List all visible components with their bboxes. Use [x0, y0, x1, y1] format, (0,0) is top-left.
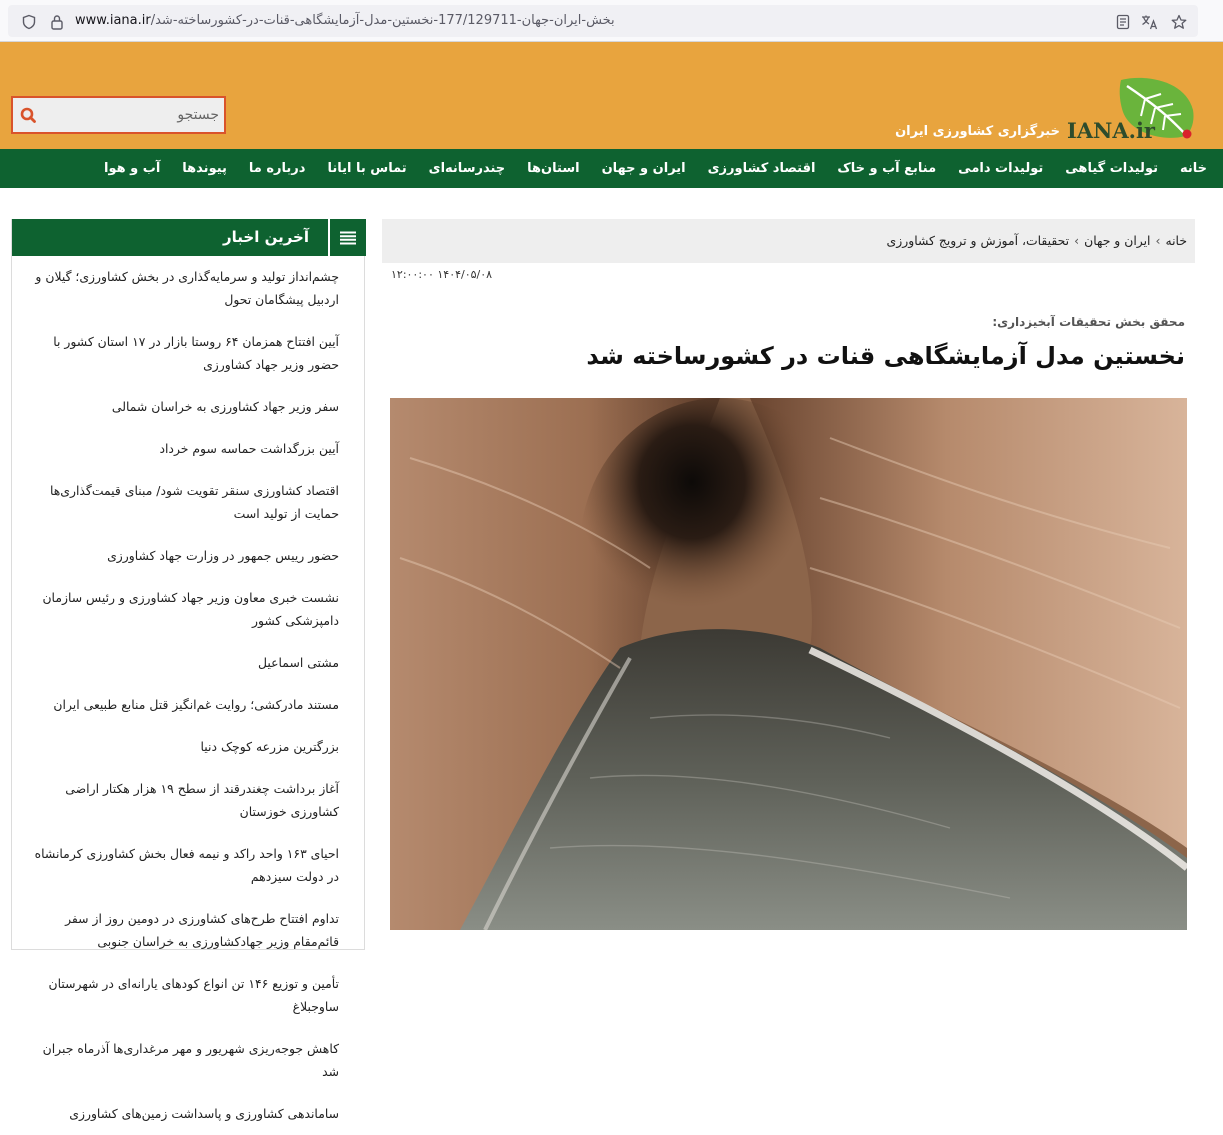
news-item[interactable]: اقتصاد کشاورزی سنقر تقویت شود/ مبنای قیمت‌گذاری‌ها حمایت از تولید است — [49, 483, 339, 521]
news-item[interactable]: تداوم افتتاح طرح‌های کشاورزی در دومین روز از سفر قائم‌مقام وزیر جهادکشاورزی به خراسان جنوبی — [65, 911, 339, 949]
lock-icon[interactable] — [48, 13, 66, 31]
nav-item[interactable]: درباره ما — [248, 161, 306, 176]
bookmark-star-icon[interactable] — [1170, 13, 1188, 31]
nav-item[interactable]: منابع آب و خاک — [837, 161, 937, 176]
news-item[interactable]: ساماندهی کشاورزی و پاسداشت زمین‌های کشاورزی — [69, 1106, 339, 1121]
news-item[interactable]: آیین بزرگداشت حماسه سوم خرداد — [159, 441, 339, 456]
url-text: www.iana.ir/بخش-ایران-جهان-177/129711-نخستین-مدل-آزمایشگاهی-قنات-در-کشورساخته-شد — [75, 13, 615, 28]
nav-item[interactable]: تولیدات دامی — [958, 161, 1044, 176]
search-box — [11, 96, 226, 134]
nav-item[interactable]: تولیدات گیاهی — [1065, 161, 1158, 176]
main-nav — [0, 149, 1223, 188]
news-item[interactable]: نشست خبری معاون وزیر جهاد کشاورزی و رئیس سازمان دامپزشکی کشور — [42, 590, 339, 628]
nav-item[interactable]: خانه — [1179, 161, 1207, 176]
search-input[interactable] — [45, 103, 219, 127]
sidebar-title: آخرین اخبار — [223, 228, 309, 246]
translate-icon[interactable] — [1141, 13, 1159, 31]
address-bar[interactable] — [8, 5, 1198, 37]
article-hero-image — [390, 398, 1187, 930]
news-item[interactable]: چشم‌انداز تولید و سرمایه‌گذاری در بخش کشاورزی؛ گیلان و اردبیل پیشگامان تحول — [35, 269, 339, 307]
nav-item[interactable]: اقتصاد کشاورزی — [707, 161, 816, 176]
news-item[interactable]: مستند مادرکشی؛ روایت غم‌انگیز قتل منابع طبیعی ایران — [53, 697, 339, 712]
news-list — [12, 256, 366, 1135]
qanat-tunnel-photo — [390, 398, 1187, 930]
nav-item[interactable]: پیوندها — [182, 161, 227, 176]
search-icon[interactable] — [17, 104, 39, 126]
sidebar-header — [12, 219, 366, 256]
news-item[interactable]: حضور رییس جمهور در وزارت جهاد کشاورزی — [107, 548, 339, 563]
news-item[interactable]: سفر وزیر جهاد کشاورزی به خراسان شمالی — [111, 399, 339, 414]
article-lead: محقق بخش تحقیقات آبخیزداری: — [992, 315, 1185, 329]
news-item[interactable]: مشتی اسماعیل — [258, 655, 339, 670]
publish-date: ۱۴۰۴/۰۵/۰۸ ۱۲:۰۰:۰۰ — [391, 268, 493, 281]
site-tagline: خبرگزاری کشاورزی ایران — [895, 124, 1060, 139]
browser-toolbar — [0, 0, 1223, 42]
breadcrumb-separator: › — [1155, 233, 1161, 248]
site-logo[interactable] — [895, 76, 1195, 144]
news-item[interactable]: آغاز برداشت چغندرقند از سطح ۱۹ هزار هکتار اراضی کشاورزی خوزستان — [65, 781, 339, 819]
latest-news-sidebar — [11, 219, 365, 1121]
breadcrumb-separator: › — [1074, 233, 1080, 248]
breadcrumb-link[interactable]: تحقیقات، آموزش و ترویج کشاورزی — [886, 233, 1070, 248]
breadcrumb-link[interactable]: خانه — [1165, 233, 1187, 248]
article-title: نخستین مدل آزمایشگاهی قنات در کشورساخته شد — [586, 342, 1185, 370]
nav-item[interactable]: ایران و جهان — [601, 161, 686, 176]
logo-wordmark: IANA.ir — [1067, 118, 1155, 143]
shield-icon[interactable] — [20, 13, 38, 31]
nav-item[interactable]: تماس با ایانا — [327, 161, 407, 176]
reader-view-icon[interactable] — [1114, 13, 1132, 31]
news-item[interactable]: کاهش جوجه‌ریزی شهریور و مهر مرغداری‌ها آذرماه جبران شد — [42, 1041, 339, 1079]
nav-list — [82, 149, 1207, 188]
breadcrumb — [887, 233, 1187, 248]
news-item[interactable]: احیای ۱۶۳ واحد راکد و نیمه فعال بخش کشاورزی کرمانشاه در دولت سیزدهم — [34, 846, 339, 884]
breadcrumb-link[interactable]: ایران و جهان — [1084, 233, 1151, 248]
nav-item[interactable]: آب و هوا — [104, 161, 161, 176]
news-item[interactable]: بزرگترین مزرعه کوچک دنیا — [200, 739, 339, 754]
breadcrumb-bar — [382, 219, 1195, 263]
list-menu-icon[interactable] — [328, 219, 366, 256]
nav-item[interactable]: استان‌ها — [527, 161, 580, 176]
news-item[interactable]: آیین افتتاح همزمان ۶۴ روستا بازار در ۱۷ استان کشور با حضور وزیر جهاد کشاورزی — [53, 334, 339, 372]
news-item[interactable]: تأمین و توزیع ۱۴۶ تن انواع کودهای یارانه‌ای در شهرستان ساوجبلاغ — [48, 976, 339, 1014]
nav-item[interactable]: چندرسانه‌ای — [428, 161, 506, 176]
